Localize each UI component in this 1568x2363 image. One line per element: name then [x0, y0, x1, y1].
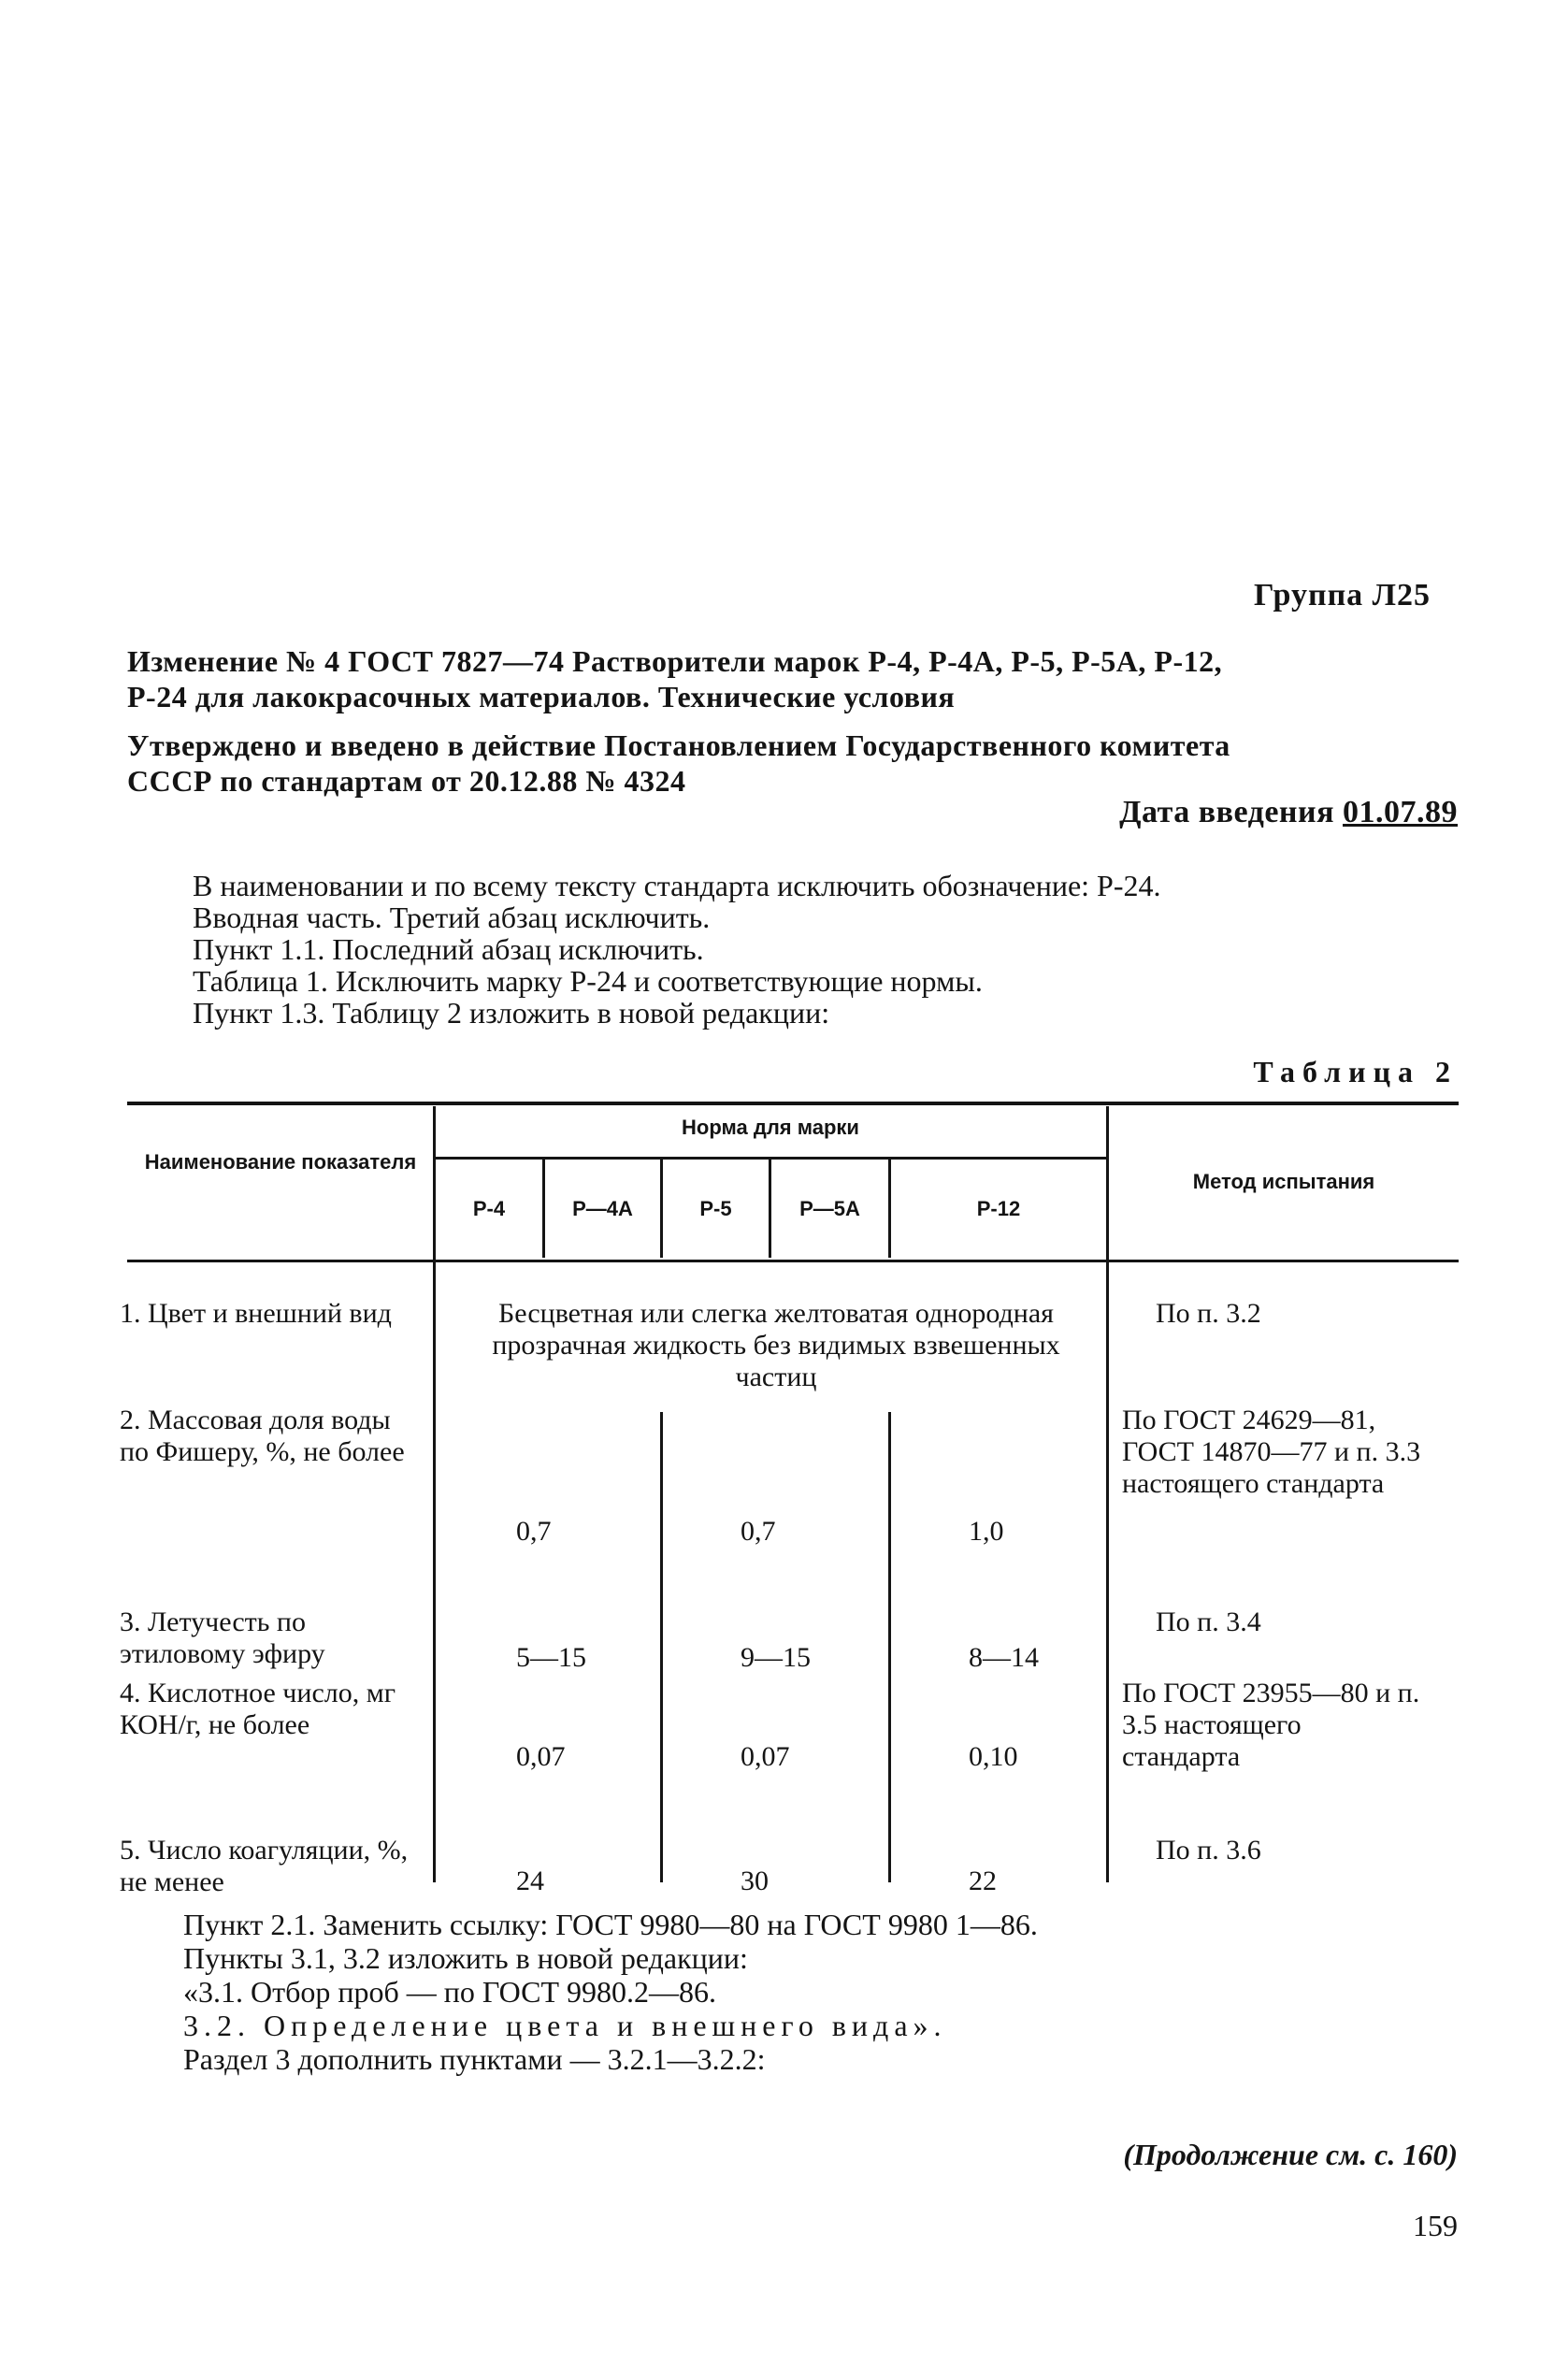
row-method: По п. 3.4 — [1156, 1607, 1261, 1637]
row-value: 0,7 — [741, 1516, 776, 1547]
row-value: 0,07 — [741, 1741, 790, 1772]
approval-line: СССР по стандартам от 20.12.88 № 4324 — [127, 764, 686, 798]
grade-label: Р—4А — [572, 1197, 633, 1220]
row-name: 5. Число коагуляции, %, не менее — [120, 1835, 409, 1897]
row-method: По ГОСТ 23955—80 и п. 3.5 настоящего стандарта — [1122, 1678, 1420, 1772]
row-norm-text: Бесцветная или слегка желтоватая однородная прозрачная жидкость без видимых взвешенных частиц — [492, 1298, 1060, 1392]
norms-subheader-rule — [435, 1157, 1108, 1160]
table-header-rule — [127, 1260, 1459, 1262]
body-line: Пункт 1.1. Последний абзац исключить. — [193, 932, 704, 966]
approval-line: Утверждено и введено в действие Постановлением Государственного комитета — [127, 728, 1230, 762]
row-value: 1,0 — [969, 1516, 1004, 1547]
row-name: 2. Массовая доля воды по Фишеру, %, не более — [120, 1405, 405, 1467]
row-value: 5—15 — [516, 1642, 586, 1673]
row-value: 0,7 — [516, 1516, 552, 1547]
value-divider — [888, 1412, 891, 1882]
footer-line: Пункты 3.1, 3.2 изложить в новой редакции: — [183, 1941, 748, 1975]
table-divider — [433, 1106, 436, 1882]
body-line: Таблица 1. Исключить марку Р-24 и соответствующие нормы. — [193, 964, 983, 998]
row-value: 0,10 — [969, 1741, 1018, 1772]
row-method: По п. 3.2 — [1156, 1298, 1261, 1329]
effective-date — [1119, 795, 1458, 830]
row-name: 3. Летучесть по этиловому эфиру — [120, 1607, 325, 1669]
grade-label: Р-5 — [699, 1197, 732, 1220]
footer-line: Раздел 3 дополнить пунктами — 3.2.1—3.2.2: — [183, 2042, 766, 2076]
footer-line: «3.1. Отбор проб — по ГОСТ 9980.2—86. — [183, 1975, 716, 2009]
page-number: 159 — [1413, 2209, 1458, 2242]
row-value: 9—15 — [741, 1642, 811, 1673]
change-title — [127, 643, 1222, 714]
table-top-rule — [127, 1102, 1459, 1105]
footer-line: 3.2. Определение цвета и внешнего вида». — [183, 2009, 947, 2042]
table-caption: Таблица 2 — [1253, 1055, 1458, 1088]
approval-note — [127, 728, 1230, 799]
body-line: В наименовании и по всему тексту стандарта исключить обозначение: Р-24. — [193, 869, 1161, 902]
footer-line: Пункт 2.1. Заменить ссылку: ГОСТ 9980—80 на ГОСТ 9980 1—86. — [183, 1908, 1038, 1941]
row-method: По ГОСТ 24629—81, ГОСТ 14870—77 и п. 3.3 настоящего стандарта — [1122, 1405, 1421, 1499]
header-norms: Норма для марки — [682, 1116, 859, 1139]
group-code: Группа Л25 — [1254, 578, 1431, 612]
grade-label: Р—5А — [799, 1197, 860, 1220]
row-name: 4. Кислотное число, мг КОН/г, не более — [120, 1678, 396, 1740]
row-value: 8—14 — [969, 1642, 1039, 1673]
body-text — [193, 870, 1161, 1029]
continuation-note: (Продолжение см. с. 160) — [1123, 2138, 1458, 2171]
change-title-line: Р-24 для лакокрасочных материалов. Технические условия — [127, 680, 956, 713]
grade-label: Р-12 — [976, 1197, 1021, 1220]
header-method: Метод испытания — [1192, 1170, 1375, 1193]
row-value: 24 — [516, 1866, 544, 1896]
body-line: Пункт 1.3. Таблицу 2 изложить в новой редакции: — [193, 996, 830, 1030]
row-value: 0,07 — [516, 1741, 566, 1772]
table-divider — [1106, 1106, 1109, 1882]
body-line: Вводная часть. Третий абзац исключить. — [193, 901, 711, 934]
grade-label: Р-4 — [472, 1197, 506, 1220]
row-name: 1. Цвет и внешний вид — [120, 1298, 392, 1329]
footer-text — [183, 1908, 1038, 2076]
row-value: 30 — [741, 1866, 769, 1896]
header-indicator: Наименование показателя — [144, 1150, 417, 1174]
value-divider — [660, 1412, 663, 1882]
effective-date-value: 01.07.89 — [1343, 795, 1458, 829]
effective-date-label: Дата введения — [1119, 795, 1334, 829]
change-title-line: Изменение № 4 ГОСТ 7827—74 Растворители марок Р-4, Р-4А, Р-5, Р-5А, Р-12, — [127, 644, 1223, 678]
row-value: 22 — [969, 1866, 997, 1896]
row-method: По п. 3.6 — [1156, 1835, 1261, 1866]
